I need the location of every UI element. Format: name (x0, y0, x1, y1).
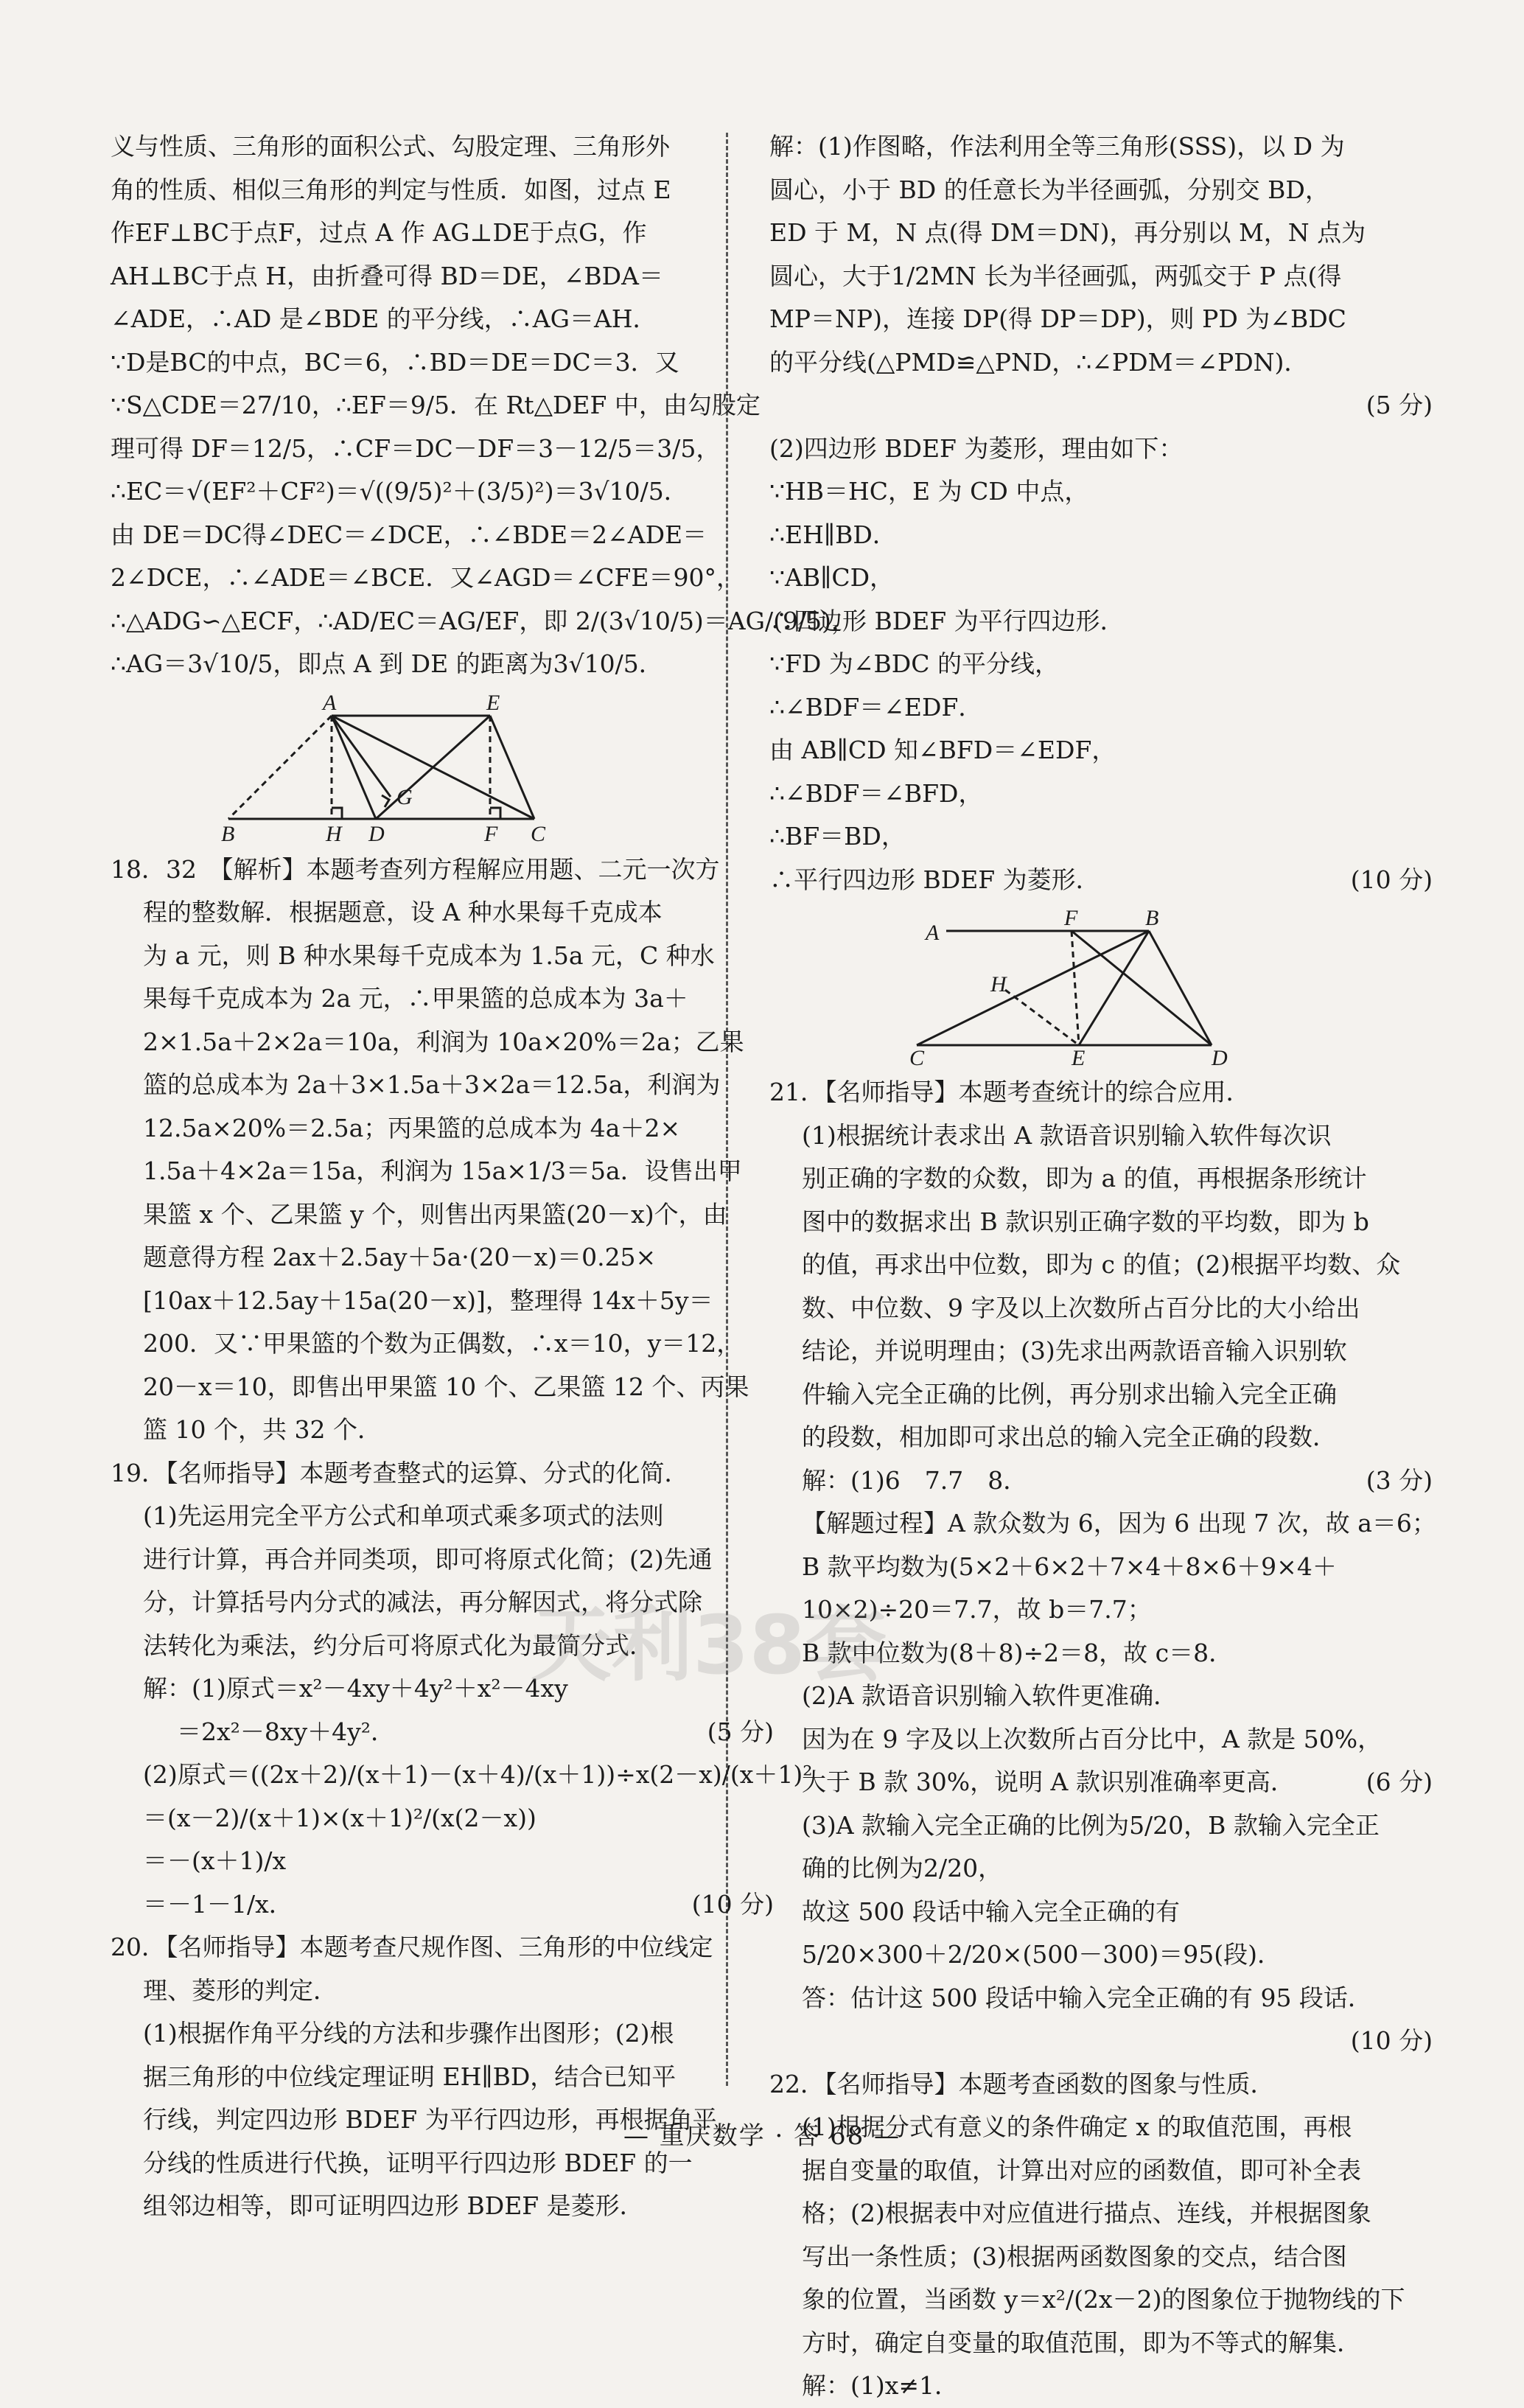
text-line: B 款平均数为(5×2＋6×2＋7×4＋8×6＋9×4＋ (802, 1552, 1337, 1581)
score-label: (10 分) (1350, 865, 1433, 894)
text-line: ∴∠BDF＝∠EDF． (769, 692, 983, 722)
text-line: 分，计算括号内分式的减法，再分解因式，将分式除 (143, 1588, 702, 1616)
page-footer: — 重庆数学 · 答 68 — (623, 2121, 901, 2151)
text-line: (2)A 款语音识别输入软件更准确． (802, 1681, 1178, 1710)
text-line: 19．【名师指导】本题考查整式的运算、分式的化简． (111, 1458, 689, 1487)
fig2-label: E (1072, 1046, 1086, 1070)
text-line: (2)四边形 BDEF 为菱形，理由如下： (769, 433, 1184, 463)
text-line: 据自变量的取值，计算出对应的函数值，即可补全表 (802, 2155, 1361, 2185)
text-line: 分线的性质进行代换，证明平行四边形 BDEF 的一 (143, 2148, 693, 2177)
text-line: ∠ADE，∴AD 是∠BDE 的平分线，∴AG＝AH． (111, 304, 657, 333)
fig1-label: H (326, 821, 342, 846)
text-line: (3)A 款输入完全正确的比例为5/20，B 款输入完全正 (802, 1810, 1380, 1840)
figure-rhombus (769, 906, 1433, 1070)
formula: ＝2x²－8xy＋4y²． (177, 1717, 395, 1746)
text-line: 解：(1)x≠1． (802, 2371, 960, 2400)
text-line: 数、中位数、9 字及以上次数所占百分比的大小给出 (802, 1293, 1360, 1322)
text-line: AH⊥BC于点 H，由折叠可得 BD＝DE，∠BDA＝ (111, 261, 663, 290)
text-line: 理可得 DF＝12/5，∴CF＝DC－DF＝3－12/5＝3/5， (111, 433, 721, 463)
text-line: ∴△ADG∽△ECF，∴AD/EC＝AG/EF，即 2/(3√10/5)＝AG/(9/5)， (111, 606, 856, 635)
text-line: 的值，再求出中位数，即为 c 的值；(2)根据平均数、众 (802, 1250, 1401, 1279)
text-line: ∵FD 为∠BDC 的平分线， (769, 649, 1059, 678)
text-line: 行线，判定四边形 BDEF 为平行四边形，再根据角平 (143, 2105, 717, 2134)
fig1-label: F (484, 821, 498, 846)
text-line (769, 1459, 1433, 1503)
text-line: 由 AB∥CD 知∠BFD＝∠EDF， (769, 736, 1116, 764)
text-line: 12.5a×20%＝2.5a；丙果篮的总成本为 4a＋2× (143, 1113, 681, 1142)
score-label: (10 分) (1350, 2026, 1433, 2055)
fig1-label: E (486, 690, 500, 715)
text-line: 题意得方程 2ax＋2.5ay＋5a·(20－x)＝0.25× (143, 1243, 657, 1271)
text-line: 角的性质、相似三角形的判定与性质．如图，过点 E (111, 175, 671, 204)
text-line: 结论，并说明理由；(3)先求出两款语音输入识别软 (802, 1336, 1347, 1365)
text-line: ∵D是BC的中点，BC＝6，∴BD＝DE＝DC＝3．又 (111, 347, 679, 377)
text-line: 别正确的字数的众数，即为 a 的值，再根据条形统计 (802, 1164, 1367, 1193)
text-line: 2×1.5a＋2×2a＝10a，利润为 10a×20%＝2a；乙果 (143, 1027, 744, 1056)
text-line: 图中的数据求出 B 款识别正确字数的平均数，即为 b (802, 1207, 1369, 1236)
text-line: ∵HB＝HC，E 为 CD 中点， (769, 477, 1089, 506)
watermark-logo (516, 1570, 929, 1717)
text-line: 因为在 9 字及以上次数所占百分比中，A 款是 50%， (802, 1724, 1383, 1753)
score-label: (10 分) (691, 1889, 774, 1919)
watermark-text: 天利38套 (531, 1598, 887, 1692)
text-line: (1)根据分式有意义的条件确定 x 的取值范围，再根 (802, 2112, 1352, 2141)
text-line: 果每千克成本为 2a 元，∴甲果篮的总成本为 3a＋ (143, 984, 688, 1013)
text-line: 的段数，相加即可求出总的输入完全正确的段数． (802, 1423, 1337, 1451)
score-label: (5 分) (707, 1717, 774, 1746)
text-line: 10×2)÷20＝7.7，故 b＝7.7； (802, 1595, 1152, 1624)
text-line: ∵AB∥CD， (769, 563, 895, 592)
text-line (769, 2020, 1433, 2063)
right-column (769, 125, 1436, 2408)
text-line: 2∠DCE，∴∠ADE＝∠BCE．又∠AGD＝∠CFE＝90°， (111, 563, 741, 592)
text-line: 1.5a＋4×2a＝15a，利润为 15a×1/3＝5a．设售出甲 (143, 1156, 742, 1185)
score-label: (6 分) (1366, 1767, 1433, 1796)
score-label: (3 分) (1366, 1465, 1433, 1495)
text-line: (1)根据作角平分线的方法和步骤作出图形；(2)根 (143, 2019, 674, 2048)
fig2-label: C (909, 1046, 925, 1070)
text-line: (1)先运用完全平方公式和单项式乘多项式的法则 (143, 1501, 664, 1530)
text-line: 18．32 【解析】本题考查列方程解应用题、二元一次方 (111, 854, 720, 884)
text-line: 方时，确定自变量的取值范围，即为不等式的解集． (802, 2328, 1361, 2357)
text-line: 22．【名师指导】本题考查函数的图象与性质． (769, 2069, 1275, 2098)
text-line: 21．【名师指导】本题考查统计的综合应用． (769, 1078, 1251, 1106)
text-line: ∵S△CDE＝27/10，∴EF＝9/5．在 Rt△DEF 中，由勾股定 (111, 391, 761, 419)
q20-solution (769, 125, 1433, 901)
fig1-label: A (323, 690, 337, 715)
text-line: (2)原式＝((2x＋2)/(x＋1)－(x＋4)/(x＋1))÷x(2－x)/(x＋1)² (143, 1760, 813, 1789)
text-line: 由 DE＝DC得∠DEC＝∠DCE，∴∠BDE＝2∠ADE＝ (111, 520, 707, 549)
text-line: ∴BF＝BD， (769, 822, 906, 851)
text-line: 200．又∵甲果篮的个数为正偶数，∴x＝10，y＝12， (143, 1329, 741, 1358)
text-line: 故这 500 段话中输入完全正确的有 (802, 1896, 1180, 1926)
fig1-label: D (368, 821, 385, 846)
text-line: 解：(1)原式＝x²－4xy＋4y²＋x²－4xy (143, 1674, 568, 1703)
text-line: 圆心，小于 BD 的任意长为半径画弧，分别交 BD， (769, 175, 1329, 204)
text-line (769, 1761, 1433, 1804)
text-line: 答：估计这 500 段话中输入完全正确的有 95 段话． (802, 1983, 1372, 2012)
fig2-label: F (1064, 906, 1078, 930)
text-line: ＝－(x＋1)/x (143, 1846, 287, 1875)
text-line: (1)根据统计表求出 A 款语音识别输入软件每次识 (802, 1120, 1332, 1150)
text-line: 理、菱形的判定． (143, 1975, 338, 2005)
text-line: 作EF⊥BC于点F，过点 A 作 AG⊥DE于点G，作 (111, 218, 647, 247)
text-line: 据三角形的中位线定理证明 EH∥BD，结合已知平 (143, 2062, 677, 2091)
text-line: ∴∠BDF＝∠BFD， (769, 778, 983, 808)
text-line: ＝(x－2)/(x＋1)×(x＋1)²/(x(2－x)) (143, 1803, 536, 1832)
text-line: 格；(2)根据表中对应值进行描点、连线，并根据图象 (802, 2199, 1371, 2227)
q22-solution (769, 2063, 1433, 2408)
text-line: 确的比例为2/20， (802, 1854, 1003, 1882)
text-line: [10ax＋12.5ay＋15a(20－x)]，整理得 14x＋5y＝ (143, 1285, 713, 1315)
text-line: 义与性质、三角形的面积公式、勾股定理、三角形外 (111, 132, 670, 161)
text-line: 20．【名师指导】本题考查尺规作图、三角形的中位线定 (111, 1933, 713, 1961)
text-line: 件输入完全正确的比例，再分别求出输入完全正确 (802, 1379, 1337, 1409)
text-line: 写出一条性质；(3)根据两函数图象的交点，结合图 (802, 2241, 1347, 2271)
text-line: 20－x＝10，即售出甲果篮 10 个、乙果篮 12 个、丙果 (143, 1372, 749, 1401)
fig2-label: A (926, 921, 940, 945)
text-line: ∴EC＝√(EF²＋CF²)＝√((9/5)²＋(3/5)²)＝3√10/5． (111, 477, 688, 506)
text-line: 圆心，大于1/2MN 长为半径画弧，两弧交于 P 点(得 (769, 261, 1342, 290)
q20-analysis (111, 1926, 774, 2228)
text-line (111, 1883, 774, 1927)
fig1-label: B (221, 821, 235, 846)
text-line: MP＝NP)，连接 DP(得 DP＝DP)，则 PD 为∠BDC (769, 304, 1346, 333)
fig2-label: H (990, 972, 1007, 997)
fig2-label: B (1145, 906, 1159, 930)
text-line: ∴AG＝3√10/5，即点 A 到 DE 的距离为3√10/5． (111, 649, 663, 678)
text-line: 果篮 x 个、乙果篮 y 个，则售出丙果篮(20－x)个，由 (143, 1199, 727, 1229)
formula: ＝－1－1/x． (143, 1889, 293, 1919)
fig1-label: G (396, 784, 413, 809)
text-line: 解：(1)作图略，作法利用全等三角形(SSS)，以 D 为 (769, 132, 1345, 161)
text-line: ED 于 M，N 点(得 DM＝DN)，再分别以 M，N 点为 (769, 218, 1366, 247)
fig1-label: C (531, 821, 546, 846)
text-line: 为 a 元，则 B 种水果每千克成本为 1.5a 元，C 种水 (143, 940, 715, 970)
text-line: 象的位置，当函数 y＝x²/(2x－2)的图象位于抛物线的下 (802, 2285, 1405, 2314)
text: 大于 B 款 30%，说明 A 款识别准确率更高． (802, 1767, 1295, 1796)
q21-solution (769, 1071, 1436, 2063)
text-line: 组邻边相等，即可证明四边形 BDEF 是菱形． (143, 2191, 644, 2220)
text-line: ∴EH∥BD． (769, 520, 897, 549)
text-line: ∴四边形 BDEF 为平行四边形． (769, 606, 1125, 635)
text-line: 程的整数解．根据题意，设 A 种水果每千克成本 (143, 898, 663, 926)
figure-trapezoid (111, 690, 774, 846)
text-line (769, 384, 1433, 427)
q18-solution (111, 848, 774, 1452)
fig2-label: D (1212, 1046, 1228, 1070)
text-line: B 款中位数为(8＋8)÷2＝8，故 c＝8． (802, 1638, 1234, 1667)
text: 解：(1)6 7.7 8． (802, 1465, 1028, 1495)
text-line: 进行计算，再合并同类项，即可将原式化简；(2)先通 (143, 1544, 713, 1574)
score-label: (5 分) (1366, 391, 1433, 419)
text-line: 5/20×300＋2/20×(500－300)＝95(段)． (802, 1940, 1282, 1969)
text-line: 篮 10 个，共 32 个． (143, 1415, 382, 1444)
text-line: 法转化为乘法，约分后可将原式化为最简分式． (143, 1630, 654, 1660)
text-line: 篮的总成本为 2a＋3×1.5a＋3×2a＝12.5a，利润为 (143, 1070, 721, 1099)
text-line (769, 859, 1433, 902)
text-line: 的平分线(△PMD≌△PND，∴∠PDM＝∠PDN)． (769, 347, 1309, 377)
text: ∴平行四边形 BDEF 为菱形． (769, 865, 1100, 894)
text-line: 【解题过程】A 款众数为 6，因为 6 出现 7 次，故 a＝6； (802, 1509, 1436, 1538)
